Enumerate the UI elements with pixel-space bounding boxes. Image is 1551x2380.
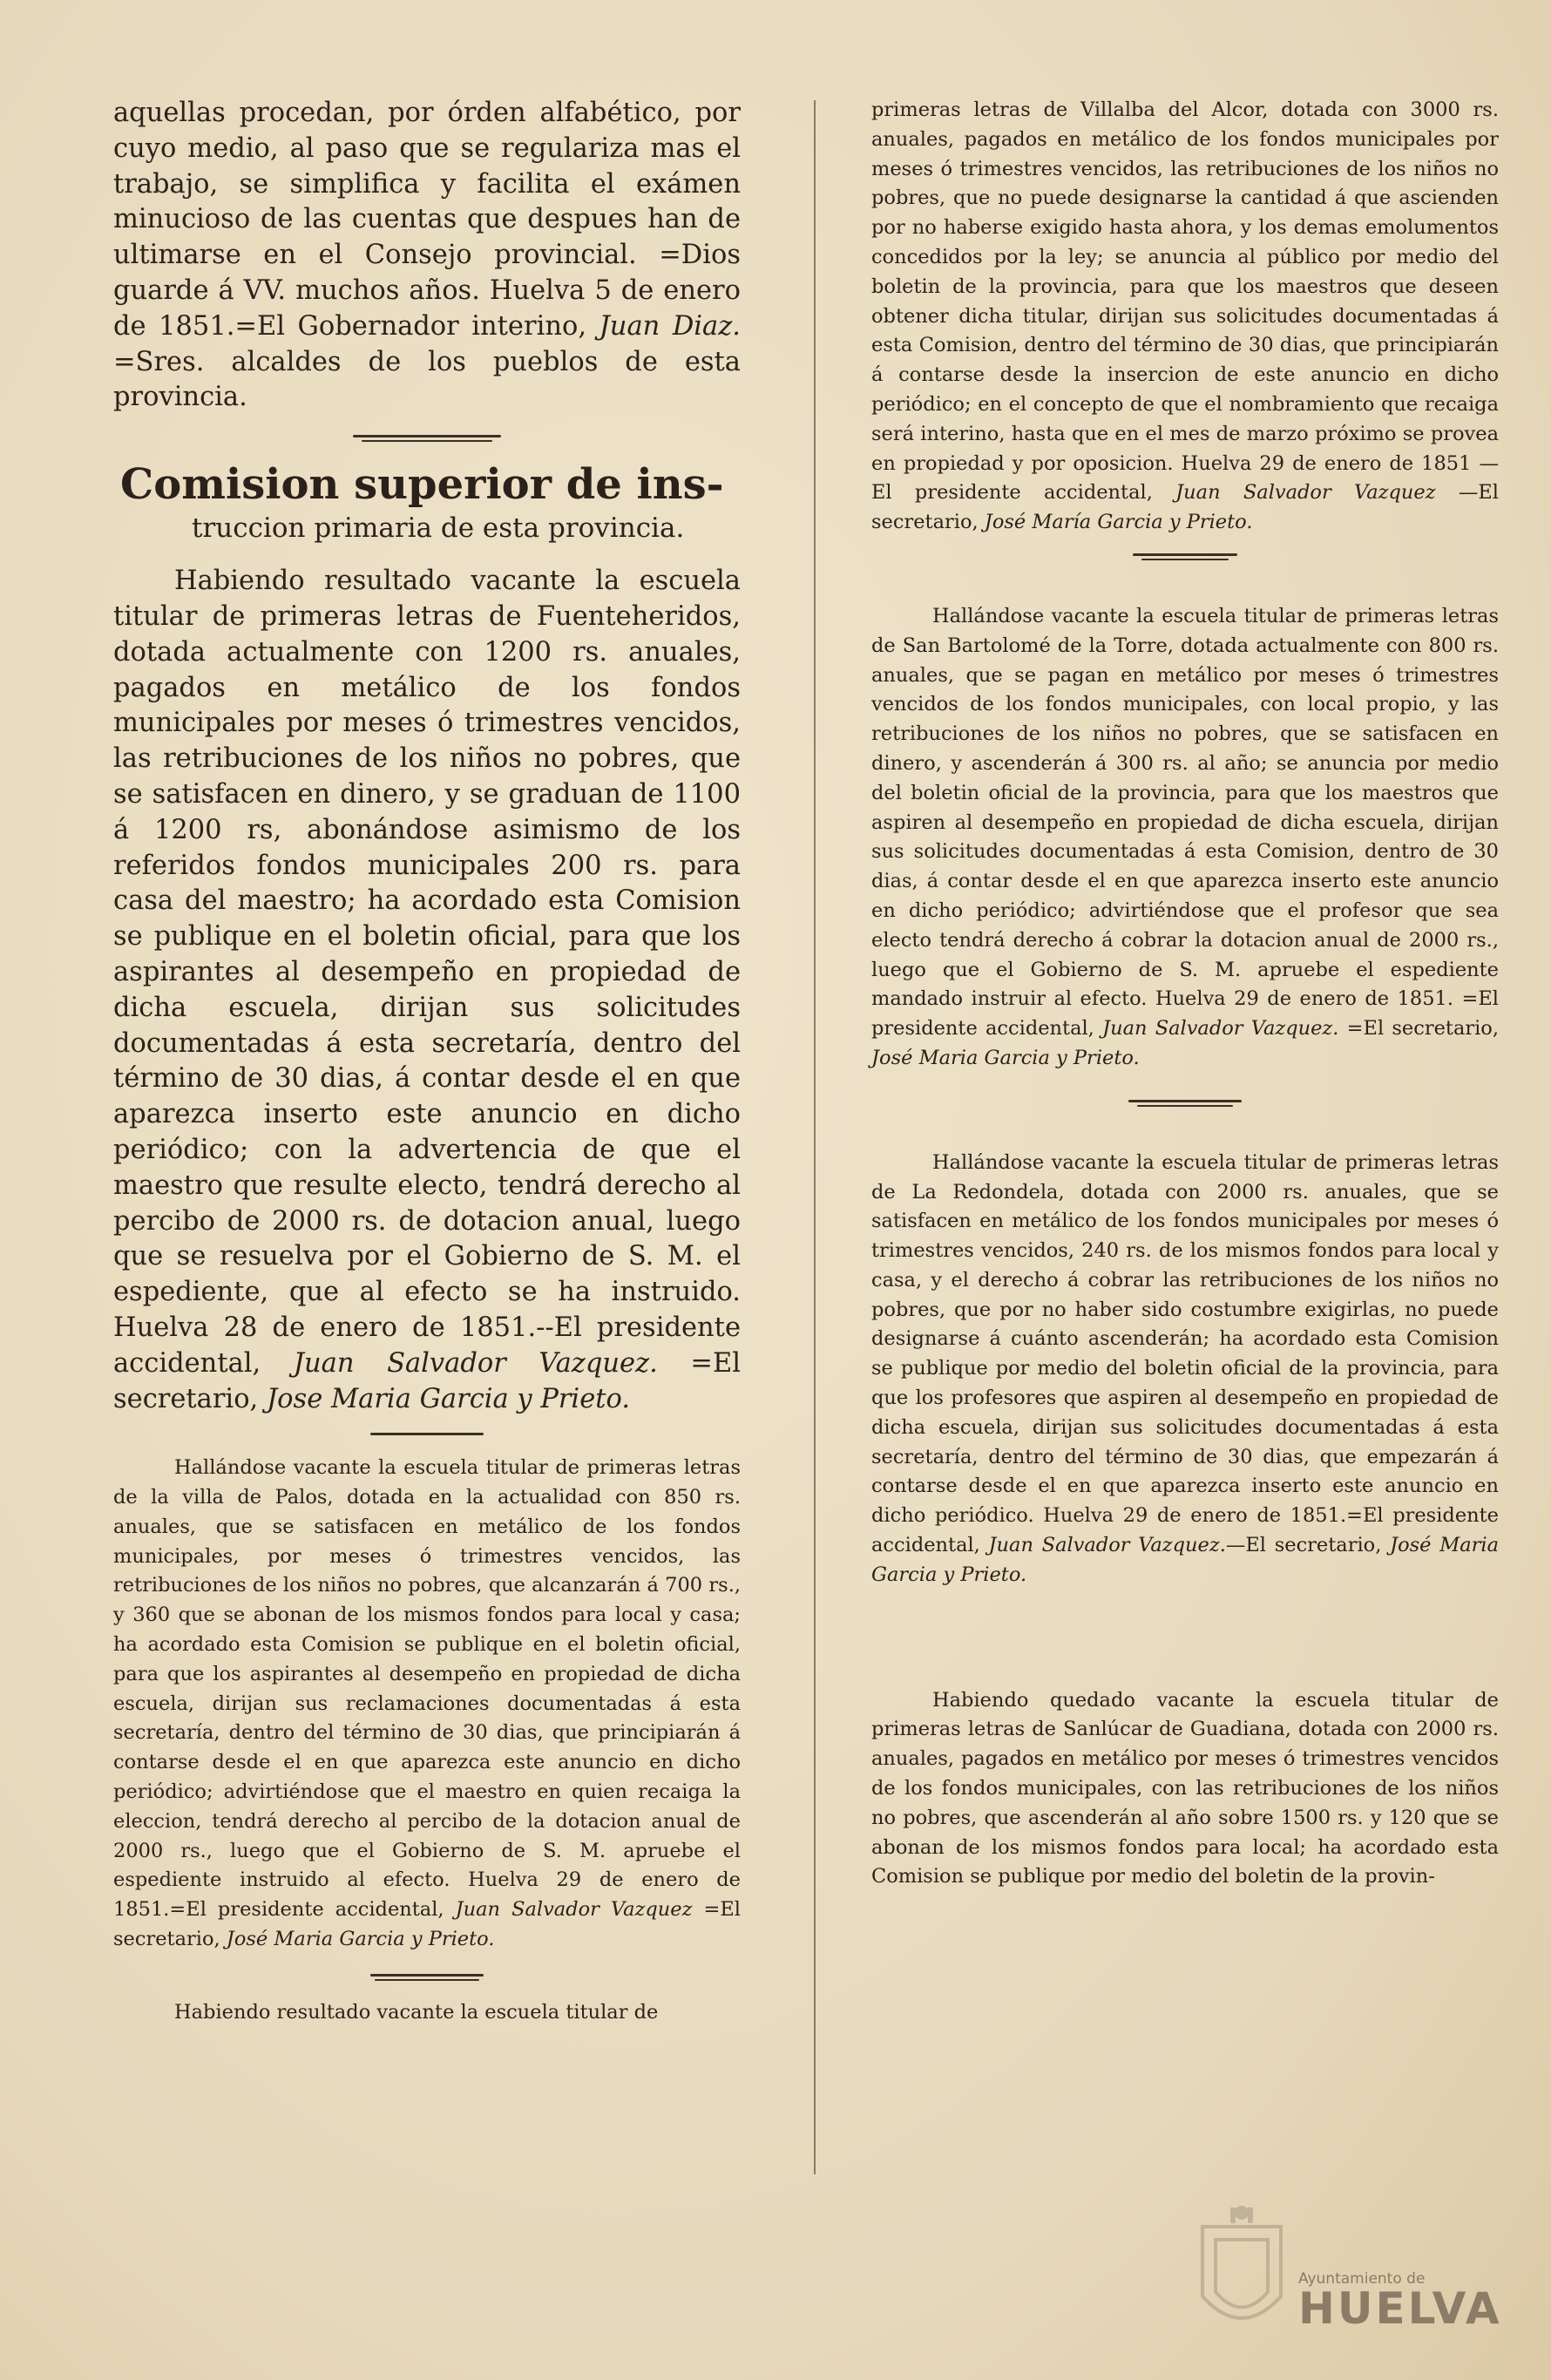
notice-signature-secretary: Jose Maria Garcia y Prieto. (266, 1383, 631, 1414)
notice-sanlucar: Habiendo quedado vacante la escuela titular de primeras letras de Sanlúcar de Guadiana, dotada con 2000 rs. anuales, pagados en metálico por meses ó trimestres vencidos de los fondos municipales, con las retribuciones de los niños no pobres, que ascenderán al año sobre 1500 rs. y 120 que se abonan de los mismos fondos para local; ha acordado esta Comision se publique por medio del boletin de la provin- (871, 1688, 1499, 1888)
notice-secretary-label: —El secretario, (871, 481, 1499, 534)
separator (871, 553, 1499, 562)
notice-san-bartolome (871, 602, 1499, 1074)
notice-signature-secretary: José Maria Garcia y Prieto. (871, 1046, 1140, 1069)
notice-text: Hallándose vacante la escuela titular de primeras letras de La Redondela, dotada con 2000 rs. anuales, que se satisfacen en metálico de los fondos municipales por meses ó trimestres vencidos, 240 rs. de los mismos fondos para local y casa, y el derecho á cobrar las retribuciones de los niños no pobres, que por no haber sido costumbre exigirlas, no puede designarse á cuánto ascenderán; ha acordado esta Comision se publique por medio del boletin oficial de la provincia, para que los profesores que aspiren al desempeño en propiedad de dicha escuela, dirijan sus solicitudes documentadas á esta secretaría, dentro del término de 30 dias, que empezarán á contarse desde el en que aparezca inserto este anuncio en dicho periódico. Huelva 29 de enero de 1851.=El presidente accidental, (871, 1150, 1499, 1557)
notice-fuenteheridos (113, 564, 741, 1417)
notice-secretary-label: =El secretario, (113, 1898, 741, 1951)
notice-signature-president: Juan Salvador Vazquez. (1102, 1017, 1339, 1041)
notice-text: Habiendo resultado vacante la escuela titular de primeras letras de Fuenteheridos, dotada actualmente con 1200 rs. anuales, pagados en metálico de los fondos municipales por meses ó trimestres vencidos, las retribuciones de los niños no pobres, que se satisfacen en dinero, y se graduan de 1100 á 1200 rs, abonándose asimismo de los referidos fondos municipales 200 rs. para casa del maestro; ha acordado esta Comision se publique en el boletin oficial, para que los aspirantes al desempeño en propiedad de dicha escuela, dirijan sus solicitudes documentadas á esta secretaría, dentro del término de 30 dias, á contar desde el en que aparezca inserto este anuncio en dicho periódico; con la advertencia de que el maestro que resulte electo, tendrá derecho al percibo de 2000 rs. de dotacion anual, luego que se resuelva por el Gobierno de S. M. el espediente, que al efecto se ha instruido. Huelva 28 de enero de 1851.--El presidente accidental, (113, 566, 741, 1379)
left-column (113, 96, 741, 2028)
intro-paragraph (113, 96, 741, 416)
separator (113, 435, 741, 444)
notice-text: primeras letras de Villalba del Alcor, dotada con 3000 rs. anuales, pagados en metálico de los fondos municipales por meses ó trimestres vencidos, las retribuciones de los niños no pobres, que no puede designarse la cantidad á que ascienden por no haberse exigido hasta ahora, y los demas emolumentos concedidos por la ley; se anuncia al público por medio del boletin de la provincia, para que los maestros que deseen obtener dicha titular, dirijan sus solicitudes documentadas á esta Comision, dentro del término de 30 dias, que principiarán á contarse desde la insercion de este anuncio en dicho periódico; en el concepto de que el nombramiento que recaiga será interino, hasta que en el mes de marzo próximo se provea en propiedad y por oposicion. Huelva 29 de enero de 1851 —El presidente accidental, (871, 98, 1499, 505)
watermark-small-text: Ayuntamiento de (1298, 2270, 1426, 2288)
watermark-big-text: HUELVA (1298, 2283, 1502, 2334)
notice-palos (113, 1454, 741, 1955)
notice-signature-president: Juan Salvador Vazquez (455, 1898, 693, 1922)
notice-continued: Habiendo resultado vacante la escuela titular de (174, 2000, 659, 2024)
notice-villalba (871, 96, 1499, 538)
notice-secretary-label: =El secretario, (1338, 1017, 1500, 1041)
notice-signature-secretary: José María Garcia y Prieto. (984, 511, 1253, 534)
separator (113, 1974, 741, 1983)
notice-signature-president: Juan Salvador Vazquez (988, 1534, 1220, 1557)
separator (871, 1100, 1499, 1109)
notice-text: Hallándose vacante la escuela titular de primeras letras de la villa de Palos, dotada en la actualidad con 850 rs. anuales, que se satisfacen en metálico de los fondos municipales, por meses ó trimestres vencidos, las retribuciones de los niños no pobres, que alcanzarán á 700 rs., y 360 que se abonan de los mismos fondos para local y casa; ha acordado esta Comision se publique en el boletin oficial, para que los aspirantes al desempeño en propiedad de dicha escuela, dirijan sus reclamaciones documentadas á esta secretaría, dentro del término de 30 dias, que principiarán á contarse desde el en que aparezca este anuncio en dicho periódico; advirtiéndose que el maestro en quien recaiga la eleccion, tendrá derecho al percibo de la dotacion anual de 2000 rs., luego que el Gobierno de S. M. apruebe el espediente instruido al efecto. Huelva 29 de enero de 1851.=El presidente accidental, (113, 1456, 741, 1922)
notice-secretary-label: .—El secretario, (1219, 1534, 1391, 1557)
notice-signature-secretary: José Maria Garcia y Prieto. (226, 1928, 495, 1951)
notice-text: Hallándose vacante la escuela titular de primeras letras de San Bartolomé de la Torre, dotada actualmente con 800 rs. anuales, que se pagan en metálico por meses ó trimestres vencidos de los fondos municipales, con local propio, y las retribuciones de los niños no pobres, que se satisfacen en dinero, y ascenderán á 300 rs. al año; se anuncia por medio del boletin oficial de la provincia, para que los maestros que aspiren al desempeño en propiedad de dicha escuela, dirijan sus solicitudes documentadas á esta Comision, dentro de 30 dias, á contar desde el en que aparezca inserto este anuncio en dicho periódico; advirtiéndose que el profesor que sea electo tendrá derecho á cobrar la dotacion anual de 2000 rs., luego que el Gobierno de S. M. apruebe el espediente mandado instruir al efecto. Huelva 29 de enero de 1851. =El presidente accidental, (871, 604, 1499, 1041)
intro-signature: Juan Diaz. (599, 310, 741, 342)
column-divider (814, 100, 816, 2174)
notice-signature-secretary: José Maria Garcia y Prieto. (871, 1534, 1500, 1586)
notice-la-redondela (871, 1149, 1499, 1590)
section-subheading: truccion primaria de esta provincia. (192, 512, 685, 545)
intro-closing: =Sres. alcaldes de los pueblos de esta provincia. (113, 346, 741, 413)
intro-text: aquellas procedan, por órden alfabético, por cuyo medio, al paso que se regulariza mas el trabajo, se simplifica y facilita el exámen minucioso de las cuentas que despues han de ultimarse en el Consejo provincial. =Dios guarde á VV. muchos años. Huelva 5 de enero de 1851.=El Gobernador interino, (113, 98, 741, 342)
right-column (871, 96, 1499, 1892)
separator (871, 1651, 1499, 1660)
notice-signature-president: Juan Salvador Vazquez. (293, 1347, 658, 1379)
section-heading: Comision superior de ins- (120, 460, 724, 510)
notice-secretary-label: =El secretario, (113, 1347, 742, 1414)
separator (113, 1433, 741, 1441)
notice-signature-president: Juan Salvador Vazquez (1175, 481, 1436, 505)
